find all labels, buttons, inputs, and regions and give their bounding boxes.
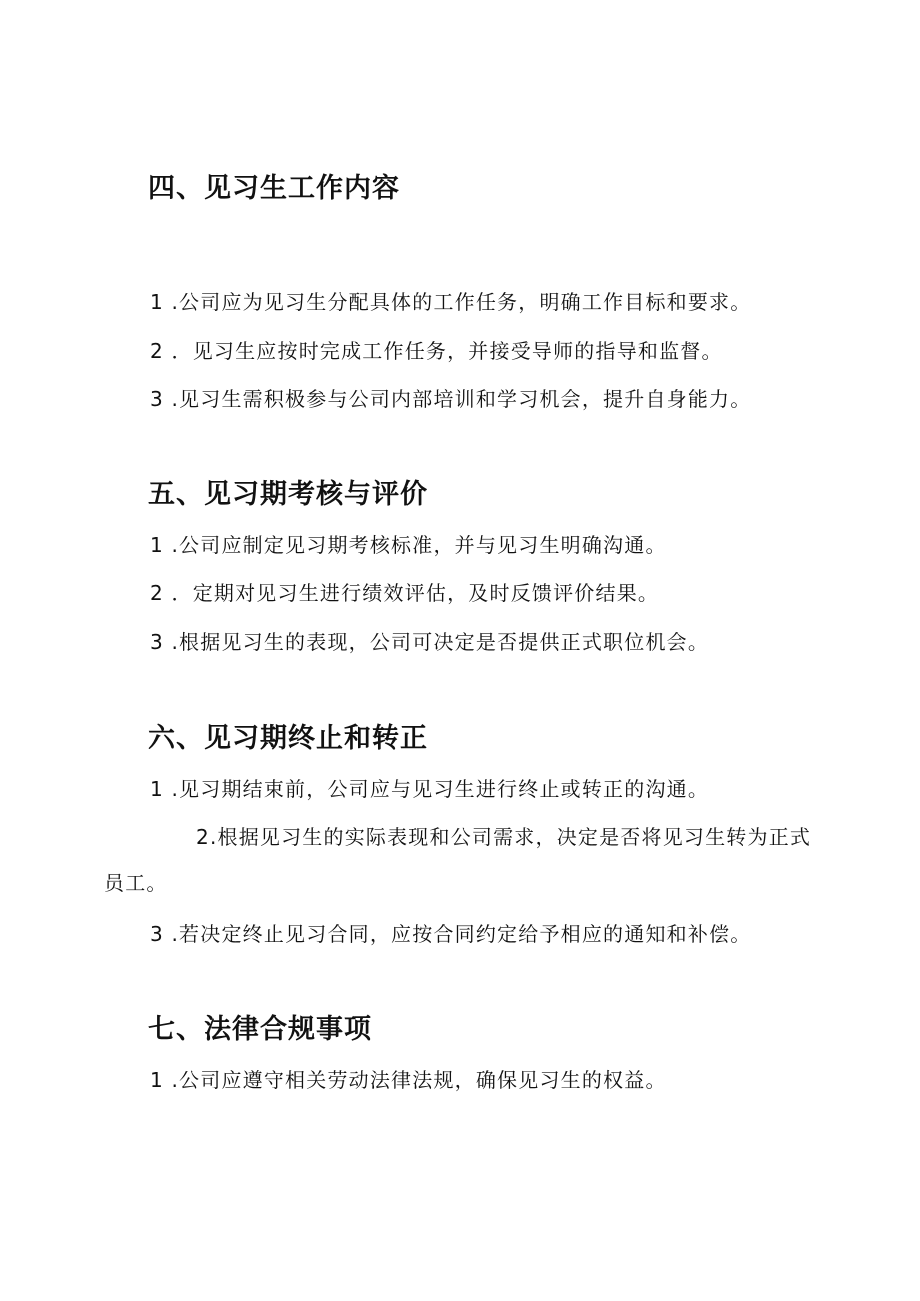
item-number: 3 — [150, 387, 164, 411]
item-text: .若决定终止见习合同，应按合同约定给予相应的通知和补偿。 — [171, 922, 752, 946]
item-text: .公司应为见习生分配具体的工作任务，明确工作目标和要求。 — [171, 290, 752, 314]
list-item — [150, 531, 667, 559]
item-text: .根据见习生的实际表现和公司需求，决定是否将见习生转为正式员工。 — [104, 825, 812, 895]
list-item — [150, 579, 659, 607]
list-item — [150, 337, 723, 365]
item-number: 1 — [150, 1068, 164, 1092]
item-text: .见习期结束前，公司应与见习生进行终止或转正的沟通。 — [171, 777, 710, 801]
list-item — [150, 628, 709, 656]
item-number: 3 — [150, 630, 164, 654]
item-text: ．定期对见习生进行绩效评估，及时反馈评价结果。 — [171, 581, 660, 605]
item-text: ．见习生应按时完成工作任务，并接受导师的指导和监督。 — [171, 339, 723, 363]
list-item — [150, 385, 751, 413]
section-heading-7: 七、法律合规事项 — [148, 1014, 372, 1045]
item-text: .根据见习生的表现，公司可决定是否提供正式职位机会。 — [171, 630, 710, 654]
item-text: .公司应制定见习期考核标准，并与见习生明确沟通。 — [171, 533, 667, 557]
item-number: 2 — [196, 825, 210, 849]
item-number: 1 — [150, 533, 164, 557]
item-number: 1 — [150, 290, 164, 314]
section-heading-6: 六、见习期终止和转正 — [148, 723, 428, 754]
item-number: 3 — [150, 922, 164, 946]
list-item-wrapped — [104, 814, 824, 906]
list-item — [150, 1066, 667, 1094]
list-item — [150, 775, 709, 803]
item-text: .见习生需积极参与公司内部培训和学习机会，提升自身能力。 — [171, 387, 752, 411]
section-heading-4: 四、见习生工作内容 — [148, 173, 400, 204]
item-number: 1 — [150, 777, 164, 801]
section-heading-5: 五、见习期考核与评价 — [148, 479, 428, 510]
item-number: 2 — [150, 581, 164, 605]
item-text: .公司应遵守相关劳动法律法规，确保见习生的权益。 — [171, 1068, 667, 1092]
list-item — [150, 288, 751, 316]
list-item — [150, 920, 751, 948]
item-number: 2 — [150, 339, 164, 363]
